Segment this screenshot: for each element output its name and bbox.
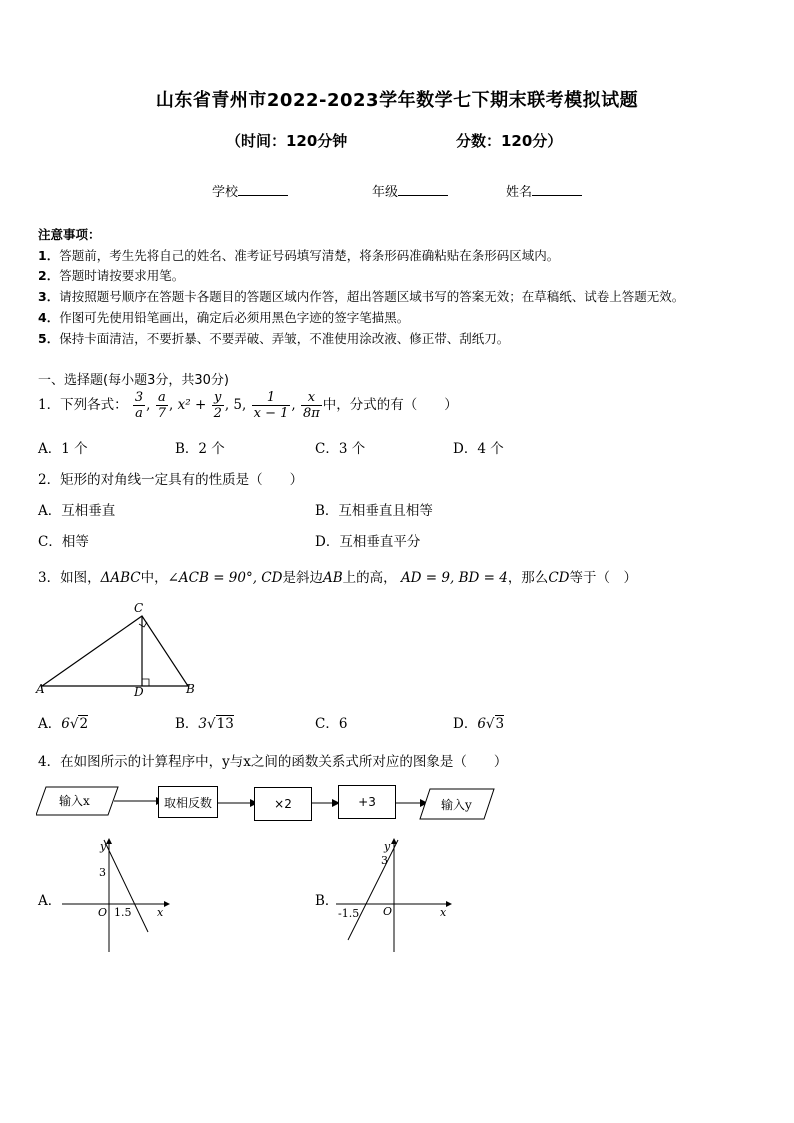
flow-input-label: 输入x: [59, 794, 90, 808]
fraction: $\frac{1}{x - 1}$: [253, 390, 289, 421]
exam-time: （时间：120分钟: [226, 132, 348, 150]
note-item: 1．答题前，考生先将自己的姓名、准考证号码填写清楚，将条形码准确粘贴在条形码区域内。: [38, 248, 560, 263]
y-label: y: [384, 840, 391, 853]
grade-label: 年级: [372, 185, 399, 200]
school-label: 学校: [212, 185, 239, 200]
x-label: x: [157, 906, 164, 919]
q1-option-b[interactable]: B．2 个: [175, 441, 225, 457]
flow-output-label: 输入y: [441, 798, 472, 812]
fraction: $\frac{3}{a}$: [134, 390, 144, 421]
q3-option-d[interactable]: D．6√3: [453, 716, 505, 732]
flow-plus3-box: +3: [338, 785, 396, 819]
q1-option-d[interactable]: D．4 个: [453, 441, 504, 457]
q4-option-a[interactable]: A．: [38, 893, 62, 909]
graph-b: [334, 836, 454, 952]
fraction: $\frac{y}{2}$: [213, 390, 222, 421]
q1-option-c[interactable]: C．3 个: [315, 441, 366, 457]
q2-option-a[interactable]: A．互相垂直: [38, 503, 116, 519]
name-blank[interactable]: [532, 183, 582, 196]
q3-option-c[interactable]: C．6: [315, 716, 348, 732]
note-item: 2．答题时请按要求用笔。: [38, 268, 185, 283]
triangle-figure: [30, 598, 210, 698]
section-heading: 一、选择题(每小题3分，共30分): [38, 373, 229, 388]
question-2: 2．矩形的对角线一定具有的性质是（ ）: [38, 472, 304, 488]
q3-option-b[interactable]: B．3√13: [175, 716, 234, 732]
note-item: 5．保持卡面清洁，不要折暴、不要弄破、弄皱，不准使用涂改液、修正带、刮纸刀。: [38, 331, 510, 346]
question-3: 3．如图，ΔABC中，∠ACB = 90°, CD是斜边AB上的高， AD = 9, BD = 4，那么CD等于（ ）: [38, 570, 637, 586]
notes-heading: 注意事项：: [38, 227, 101, 242]
q2-option-c[interactable]: C．相等: [38, 534, 89, 550]
label-a: A: [36, 682, 45, 696]
graph-line: [348, 840, 398, 940]
q3-option-a[interactable]: A．6√2: [38, 716, 89, 732]
x-label: x: [440, 906, 447, 919]
grade-field[interactable]: [372, 181, 448, 200]
page-title: 山东省青州市2022-2023学年数学七下期末联考模拟试题: [155, 90, 639, 111]
fraction: $\frac{a}{7}$: [157, 390, 167, 421]
y-label: y: [100, 840, 107, 853]
q2-option-b[interactable]: B．互相垂直且相等: [315, 503, 433, 519]
label-c: C: [134, 601, 144, 615]
graph-a: [60, 836, 170, 952]
origin-label: O: [98, 906, 108, 919]
question-4: 4．在如图所示的计算程序中，y与x之间的函数关系式所对应的图象是（ ）: [38, 754, 508, 770]
q2-option-d[interactable]: D．互相垂直平分: [315, 534, 421, 550]
grade-blank[interactable]: [398, 183, 448, 196]
question-1: 1．下列各式： $\frac{3}{a}$ , $\frac{a}{7}$ , x² + $\frac{y}{2}$ , 5, $\frac{1}{x - 1}$ , $\frac{x}{8\pi}$ 中，分式的有（ ）: [38, 390, 458, 421]
label-b: B: [186, 682, 195, 696]
x-arrow-icon: [164, 901, 170, 907]
name-field[interactable]: [506, 181, 582, 200]
x-intercept-label: -1.5: [338, 907, 360, 920]
y-arrow-icon: [106, 838, 112, 844]
note-item: 3．请按照题号顺序在答题卡各题目的答题区域内作答，超出答题区域书写的答案无效；在草稿纸、试卷上答题无效。: [38, 289, 685, 304]
flow-negate-box: 取相反数: [158, 786, 218, 818]
note-item: 4．作图可先使用铅笔画出，确定后必须用黑色字迹的签字笔描黑。: [38, 310, 410, 325]
y-intercept-label: 3: [381, 854, 388, 867]
flow-times2-box: ×2: [254, 787, 312, 821]
name-label: 姓名: [506, 185, 533, 200]
label-d: D: [134, 685, 144, 698]
origin-label: O: [383, 905, 393, 918]
triangle-abc: [42, 616, 188, 686]
q4-option-b[interactable]: B．: [315, 893, 339, 909]
y-intercept-label: 3: [99, 866, 106, 879]
x-intercept-label: 1.5: [114, 906, 132, 919]
exam-score: 分数：120分）: [456, 132, 563, 150]
school-blank[interactable]: [238, 183, 288, 196]
q1-option-a[interactable]: A．1 个: [38, 441, 88, 457]
school-field[interactable]: [212, 181, 288, 200]
x-arrow-icon: [446, 901, 452, 907]
fraction: $\frac{x}{8\pi}$: [302, 390, 320, 421]
